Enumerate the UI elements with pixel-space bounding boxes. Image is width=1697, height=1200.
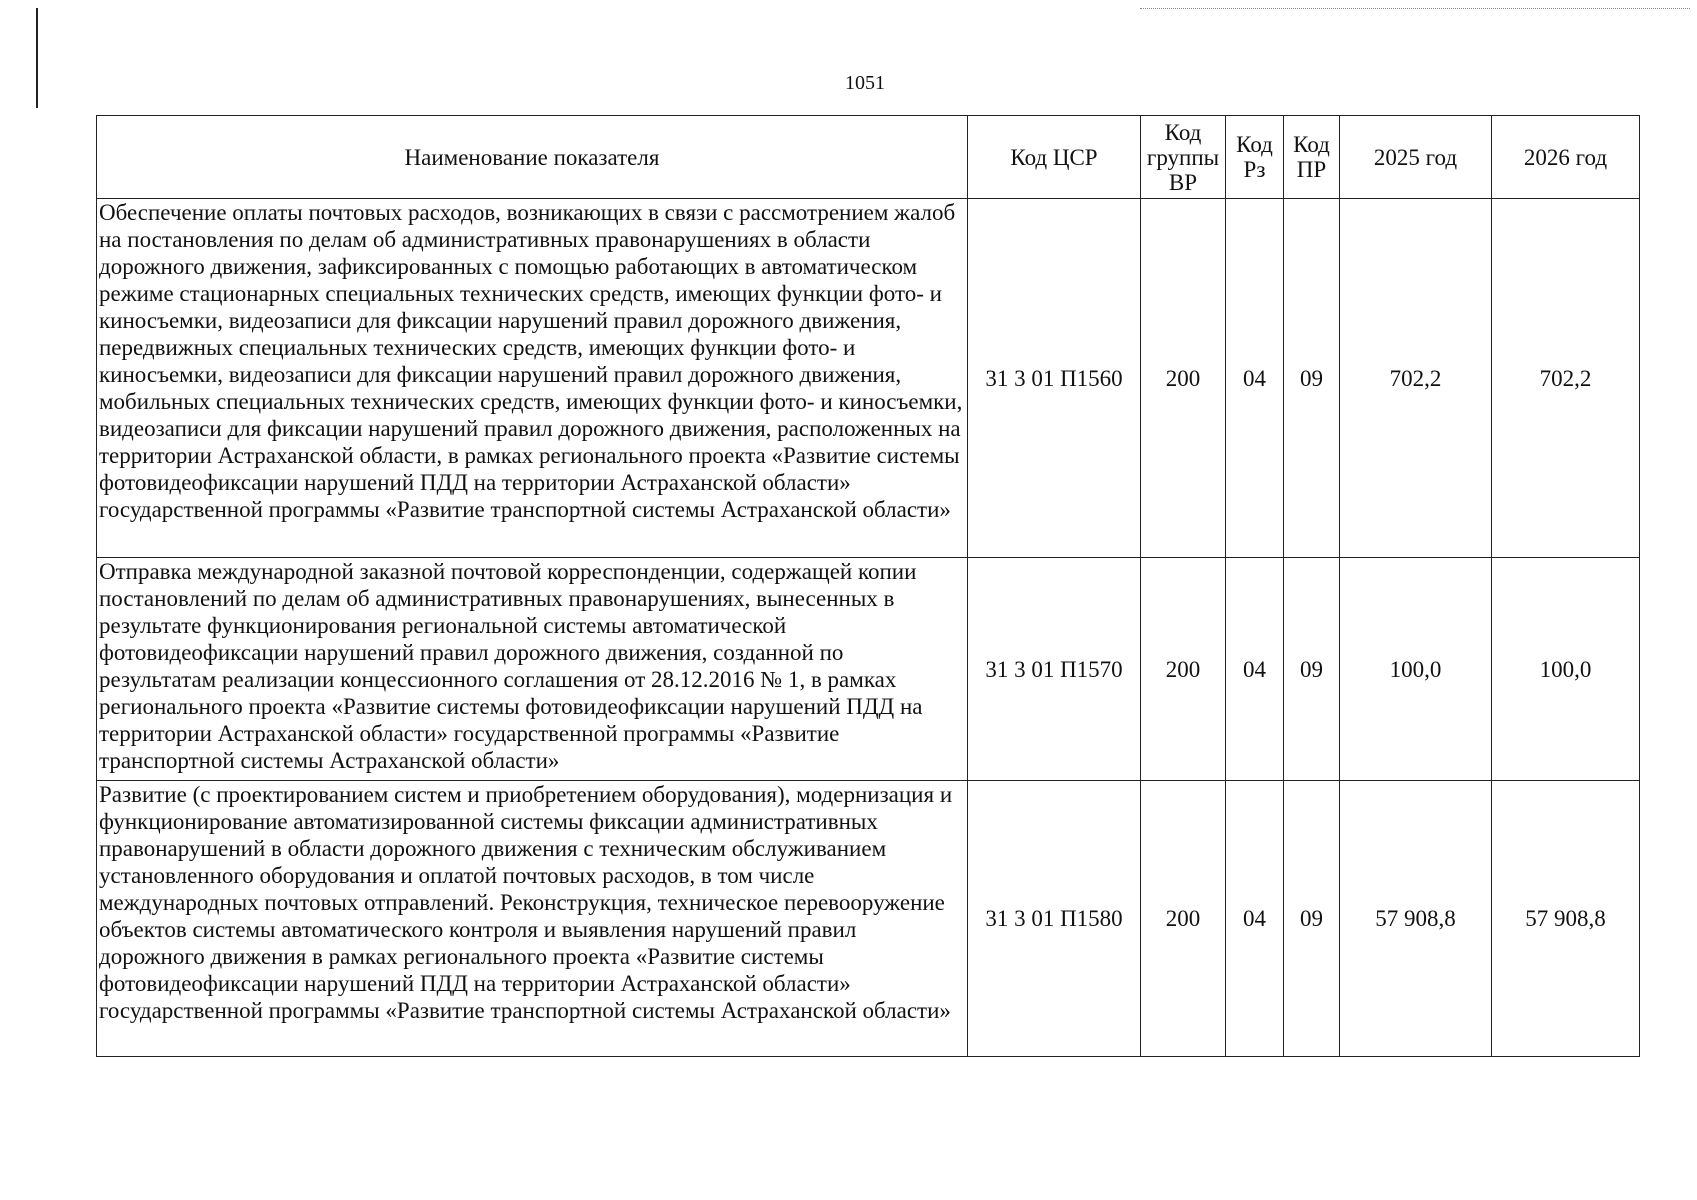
cell-rz: 04	[1226, 199, 1284, 558]
table-row	[97, 781, 1640, 1057]
table-header-row	[97, 116, 1640, 199]
cell-rz: 04	[1226, 781, 1284, 1057]
scan-edge-line	[1140, 8, 1690, 9]
cell-vr: 200	[1141, 558, 1226, 781]
header-name: Наименование показателя	[97, 116, 968, 199]
cell-vr: 200	[1141, 781, 1226, 1057]
page-number: 1051	[845, 72, 885, 94]
cell-2025: 57 908,8	[1340, 781, 1492, 1057]
header-vr: Код группы ВР	[1141, 116, 1226, 199]
table-row	[97, 558, 1640, 781]
table-row	[97, 199, 1640, 558]
cell-name: Развитие (с проектированием систем и приобретением оборудования), модернизация и функционирование автоматизированной системы фиксации административных правонарушений в области дорожного движения с техническим обслуживанием установленного оборудования и оплатой почтовых расходов, в том числе международных почтовых отправлений. Реконструкция, техническое перевооружение объектов системы автоматического контроля и выявления нарушений правил дорожного движения в рамках регионального проекта «Развитие системы фотовидеофиксации нарушений ПДД на территории Астраханской области» государственной программы «Развитие транспортной системы Астраханской области»	[97, 781, 968, 1057]
budget-table	[96, 115, 1640, 1057]
cell-name: Отправка международной заказной почтовой корреспонденции, содержащей копии постановлений по делам об административных правонарушениях, вынесенных в результате функционирования региональной системы автоматической фотовидеофиксации нарушений правил дорожного движения, созданной по результатам реализации концессионного соглашения от 28.12.2016 № 1, в рамках регионального проекта «Развитие системы фотовидеофиксации нарушений ПДД на территории Астраханской области» государственной программы «Развитие транспортной системы Астраханской области»	[97, 558, 968, 781]
cell-name: Обеспечение оплаты почтовых расходов, возникающих в связи с рассмотрением жалоб на постановления по делам об административных правонарушениях в области дорожного движения, зафиксированных с помощью работающих в автоматическом режиме стационарных специальных технических средств, имеющих функции фото- и киносъемки, видеозаписи для фиксации нарушений правил дорожного движения, передвижных специальных технических средств, имеющих функции фото- и киносъемки, видеозаписи для фиксации нарушений правил дорожного движения, мобильных специальных технических средств, имеющих функции фото- и киносъемки, видеозаписи для фиксации нарушений правил дорожного движения, расположенных на территории Астраханской области, в рамках регионального проекта «Развитие системы фотовидеофиксации нарушений ПДД на территории Астраханской области» государственной программы «Развитие транспортной системы Астраханской области»	[97, 199, 968, 558]
cell-csr: 31 3 01 П1580	[968, 781, 1141, 1057]
header-2026: 2026 год	[1492, 116, 1640, 199]
header-2025: 2025 год	[1340, 116, 1492, 199]
cell-2026: 57 908,8	[1492, 781, 1640, 1057]
cell-2026: 100,0	[1492, 558, 1640, 781]
cell-vr: 200	[1141, 199, 1226, 558]
margin-line	[36, 8, 38, 108]
header-rz: Код Рз	[1226, 116, 1284, 199]
cell-pr: 09	[1284, 199, 1340, 558]
header-csr: Код ЦСР	[968, 116, 1141, 199]
header-pr: Код ПР	[1284, 116, 1340, 199]
cell-csr: 31 3 01 П1560	[968, 199, 1141, 558]
cell-rz: 04	[1226, 558, 1284, 781]
cell-2026: 702,2	[1492, 199, 1640, 558]
cell-pr: 09	[1284, 558, 1340, 781]
cell-csr: 31 3 01 П1570	[968, 558, 1141, 781]
cell-pr: 09	[1284, 781, 1340, 1057]
cell-2025: 100,0	[1340, 558, 1492, 781]
cell-2025: 702,2	[1340, 199, 1492, 558]
